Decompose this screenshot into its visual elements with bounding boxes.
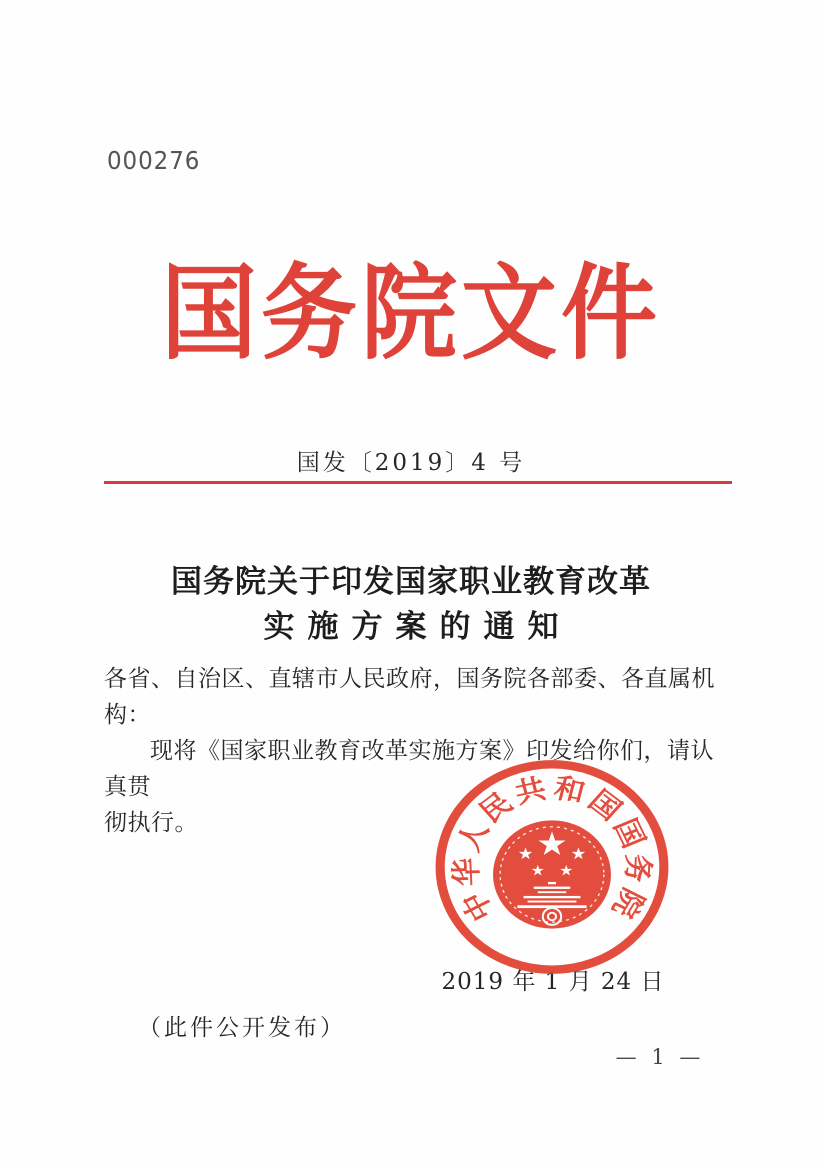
body-paragraph-line1: 现将《国家职业教育改革实施方案》印发给你们，请认真贯 <box>104 738 714 800</box>
body-paragraph-line2: 彻执行。 <box>104 810 198 836</box>
document-title-line1: 国务院关于印发国家职业教育改革 <box>171 564 651 600</box>
issue-date: 2019 年 1 月 24 日 <box>441 969 665 995</box>
page-number: — 1 — <box>615 1045 705 1069</box>
seal-circular-text: 中华人民共和国国务院 <box>448 771 656 927</box>
state-council-seal <box>430 755 674 979</box>
body-salutation-line: 各省、自治区、直辖市人民政府，国务院各部委、各直属机构： <box>104 666 715 728</box>
document-title <box>0 562 822 647</box>
public-release-note: （此件公开发布） <box>138 1015 346 1041</box>
masthead-title: 国务院文件 <box>161 252 661 374</box>
red-divider-rule <box>104 481 732 484</box>
national-emblem-icon <box>493 820 611 928</box>
document-title-line2: 实施方案的通知 <box>263 609 572 645</box>
reference-number: 国发〔2019〕4 号 <box>296 450 526 476</box>
serial-number: 000276 <box>107 146 201 175</box>
